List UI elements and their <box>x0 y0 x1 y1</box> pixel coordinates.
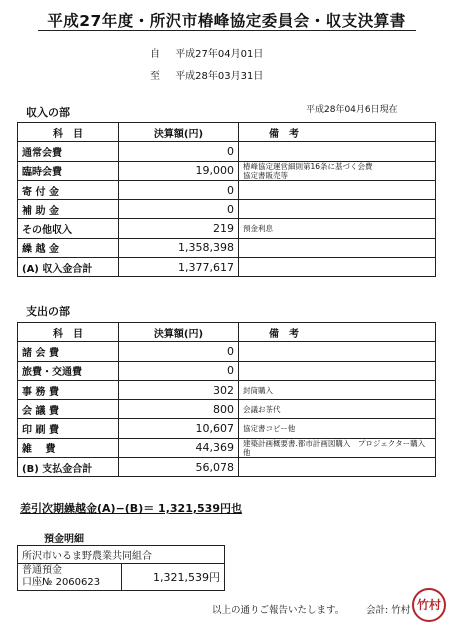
income-row-amount: 1,358,398 <box>119 238 239 257</box>
expense-row-item: 会 議 費 <box>18 400 119 419</box>
income-row-note <box>239 238 436 257</box>
income-row <box>18 238 436 257</box>
expense-row <box>18 342 436 361</box>
income-row-amount: 19,000 <box>119 161 239 180</box>
income-row-amount: 0 <box>119 142 239 161</box>
expense-row-item: 事 務 費 <box>18 380 119 399</box>
income-row-note: 椿峰協定運営細則第16条に基づく会費 協定書販売等 <box>239 161 436 180</box>
expense-row-note <box>239 361 436 380</box>
deposit-account-type: 普通預金 <box>22 565 62 576</box>
expense-header-note: 備 考 <box>239 323 436 342</box>
income-header-row <box>18 123 436 142</box>
deposit-title: 預金明細 <box>44 534 84 545</box>
expense-row-item: 旅費・交通費 <box>18 361 119 380</box>
expense-row-note <box>239 342 436 361</box>
income-row-item: 通常会費 <box>18 142 119 161</box>
income-row-amount: 0 <box>119 200 239 219</box>
expense-header-item: 科 目 <box>18 323 119 342</box>
expense-table <box>17 322 436 477</box>
expense-row-amount: 302 <box>119 380 239 399</box>
income-total-row <box>18 258 436 277</box>
income-section-label: 収入の部 <box>26 106 70 119</box>
expense-row-note: 協定書コピー他 <box>239 419 436 438</box>
expense-row <box>18 380 436 399</box>
income-row-item: 寄 付 金 <box>18 180 119 199</box>
income-row-item: その他収入 <box>18 219 119 238</box>
expense-row-item: 印 刷 費 <box>18 419 119 438</box>
income-row <box>18 180 436 199</box>
expense-row <box>18 400 436 419</box>
income-row-item: 繰 越 金 <box>18 238 119 257</box>
income-row-note <box>239 180 436 199</box>
period-from-date: 平成27年04月01日 <box>175 49 264 60</box>
period-to <box>150 67 263 82</box>
income-total-item: (A) 収入金合計 <box>18 258 119 277</box>
document-title: 平成27年度・所沢市椿峰協定委員会・収支決算書 <box>47 12 406 30</box>
income-row-note <box>239 200 436 219</box>
income-total-amount: 1,377,617 <box>119 258 239 277</box>
expense-header-row <box>18 323 436 342</box>
carryover-amount: 差引次期繰越金(A)−(B)＝ 1,321,539円也 <box>20 502 242 515</box>
period-from-label: 自 <box>150 49 160 60</box>
expense-row <box>18 438 436 457</box>
income-row <box>18 219 436 238</box>
expense-total-note <box>239 458 436 477</box>
income-row-note: 預金利息 <box>239 219 436 238</box>
seal-stamp: 竹村 <box>412 588 446 622</box>
expense-row-amount: 800 <box>119 400 239 419</box>
income-row-note <box>239 142 436 161</box>
expense-row-note: 封筒購入 <box>239 380 436 399</box>
expense-total-amount: 56,078 <box>119 458 239 477</box>
income-table <box>17 122 436 277</box>
expense-row-note: 建築計画概要書.都市計画図購入 プロジェクター購入他 <box>239 438 436 457</box>
deposit-table <box>17 545 225 591</box>
income-header-amount: 決算額(円) <box>119 123 239 142</box>
income-header-note: 備 考 <box>239 123 436 142</box>
income-row-item: 臨時会費 <box>18 161 119 180</box>
income-row <box>18 161 436 180</box>
income-row <box>18 142 436 161</box>
income-row <box>18 200 436 219</box>
income-row-amount: 219 <box>119 219 239 238</box>
expense-section-label: 支出の部 <box>26 305 70 318</box>
expense-row <box>18 361 436 380</box>
expense-row-amount: 10,607 <box>119 419 239 438</box>
deposit-amount: 1,321,539円 <box>122 564 225 591</box>
expense-row-note: 会議お茶代 <box>239 400 436 419</box>
expense-header-amount: 決算額(円) <box>119 323 239 342</box>
period-to-date: 平成28年03月31日 <box>175 71 264 82</box>
income-row-item: 補 助 金 <box>18 200 119 219</box>
as-of-date: 平成28年04月6日現在 <box>306 105 398 115</box>
deposit-bank: 所沢市いるま野農業共同組合 <box>18 546 225 564</box>
expense-row-item: 諸 会 費 <box>18 342 119 361</box>
title-underline <box>38 30 416 31</box>
expense-row-amount: 0 <box>119 361 239 380</box>
period-from <box>150 45 263 60</box>
expense-row-amount: 44,369 <box>119 438 239 457</box>
expense-total-item: (B) 支払金合計 <box>18 458 119 477</box>
period-to-label: 至 <box>150 71 160 82</box>
deposit-account <box>18 564 122 591</box>
expense-row-item: 雑 費 <box>18 438 119 457</box>
income-header-item: 科 目 <box>18 123 119 142</box>
expense-row-amount: 0 <box>119 342 239 361</box>
expense-row <box>18 419 436 438</box>
expense-total-row <box>18 458 436 477</box>
income-total-note <box>239 258 436 277</box>
income-row-amount: 0 <box>119 180 239 199</box>
accountant-name: 会計: 竹村 <box>366 605 411 616</box>
closing-text: 以上の通りご報告いたします。 <box>212 605 345 616</box>
deposit-account-no: 口座№ 2060623 <box>22 577 101 588</box>
